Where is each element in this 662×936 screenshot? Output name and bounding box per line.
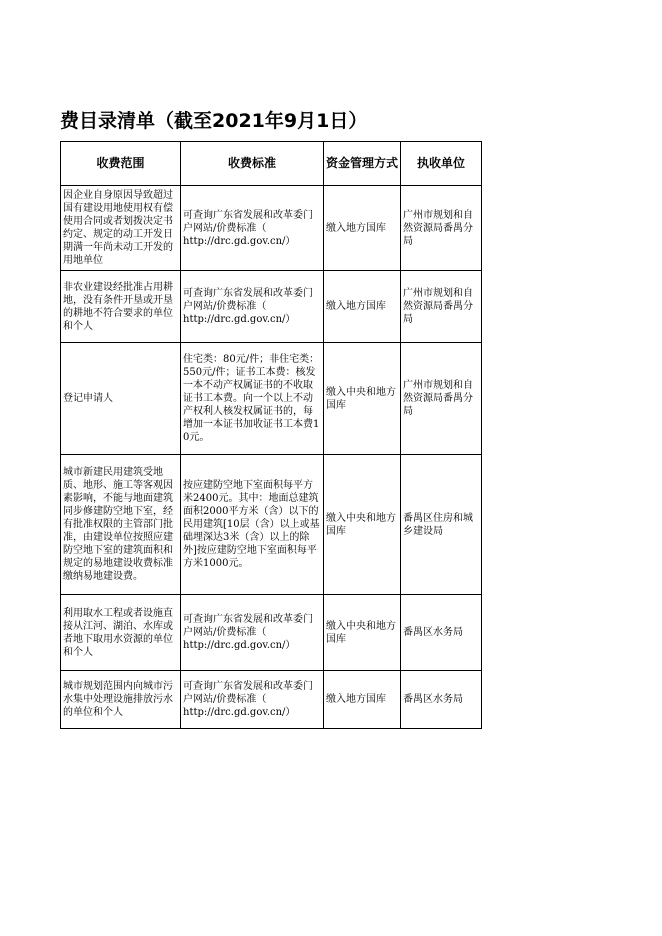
cell-unit: 番禺区水务局 — [401, 595, 482, 671]
cell-unit: 广州市规划和自然资源局番禺分局 — [401, 271, 482, 343]
cell-standard — [181, 595, 324, 671]
standard-text: 可查询广东省发展和改革委门户网站/价费标准（ — [183, 681, 313, 705]
standard-text: 可查询广东省发展和改革委门户网站/价费标准（ — [183, 209, 313, 234]
cell-fund-mgmt: 缴入地方国库 — [324, 271, 401, 343]
standard-text: 可查询广东省发展和改革委门户网站/价费标准（ — [183, 614, 313, 638]
table-row — [61, 595, 482, 671]
cell-fund-mgmt: 缴入地方国库 — [324, 186, 401, 271]
cell-unit: 番禺区水务局 — [401, 671, 482, 729]
cell-scope: 城市新建民用建筑受地质、地形、施工等客观因素影响，不能与地面建筑同步修建防空地下室，经有批准权限的主管部门批准，由建设单位按照应建防空地下室的建筑面积和规定的易地建设收费标准缴纳易地建设费。 — [61, 455, 181, 595]
cell-standard: 按应建防空地下室面积每平方米2400元。其中：地面总建筑面积2000平方米（含）以下的民用建筑[10层（含）以上或基础埋深达3米（含）以上的除外]按应建防空地下室面积每平方米1000元。 — [181, 455, 324, 595]
header-standard: 收费标准 — [181, 142, 324, 186]
cell-scope: 因企业自身原因导致超过国有建设用地使用权有偿使用合同或者划拨决定书约定、规定的动工开发日期满一年尚未动工开发的用地单位 — [61, 186, 181, 271]
standard-url: http://drc.gd.gov.cn/） — [183, 640, 296, 651]
cell-scope: 利用取水工程或者设施直接从江河、湖泊、水库或者地下取用水资源的单位和个人 — [61, 595, 181, 671]
table-row — [61, 186, 482, 271]
table-row — [61, 271, 482, 343]
cell-scope: 城市规划范围内向城市污水集中处理设施排放污水的单位和个人 — [61, 671, 181, 729]
standard-url: http://drc.gd.gov.cn/） — [183, 707, 296, 718]
standard-url: http://drc.gd.gov.cn/） — [183, 314, 296, 325]
page-title: 费目录清单（截至2021年9月1日） — [60, 110, 368, 132]
standard-text: 可查询广东省发展和改革委门户网站/价费标准（ — [183, 288, 313, 312]
cell-fund-mgmt: 缴入中央和地方国库 — [324, 595, 401, 671]
table-row — [61, 455, 482, 595]
cell-scope: 非农业建设经批准占用耕地，没有条件开垦或开垦的耕地不符合要求的单位和个人 — [61, 271, 181, 343]
cell-standard — [181, 186, 324, 271]
table-row — [61, 671, 482, 729]
cell-standard: 住宅类：80元/件；非住宅类：550元/件；证书工本费：核发一本不动产权属证书的不收取证书工本费。向一个以上不动产权利人核发权属证书的，每增加一本证书加收证书工本费10元。 — [181, 343, 324, 455]
cell-fund-mgmt: 缴入中央和地方国库 — [324, 455, 401, 595]
cell-unit: 广州市规划和自然资源局番禺分局 — [401, 343, 482, 455]
table-header-row — [61, 142, 482, 186]
cell-standard — [181, 271, 324, 343]
cell-unit: 番禺区住房和城乡建设局 — [401, 455, 482, 595]
cell-fund-mgmt: 缴入中央和地方国库 — [324, 343, 401, 455]
header-unit: 执收单位 — [401, 142, 482, 186]
cell-standard — [181, 671, 324, 729]
cell-fund-mgmt: 缴入地方国库 — [324, 671, 401, 729]
cell-unit: 广州市规划和自然资源局番禺分局 — [401, 186, 482, 271]
table-row — [61, 343, 482, 455]
cell-scope: 登记申请人 — [61, 343, 181, 455]
header-scope: 收费范围 — [61, 142, 181, 186]
header-fund-mgmt: 资金管理方式 — [324, 142, 401, 186]
standard-url: http://drc.gd.gov.cn/） — [183, 235, 296, 247]
fee-catalog-table — [60, 141, 482, 729]
